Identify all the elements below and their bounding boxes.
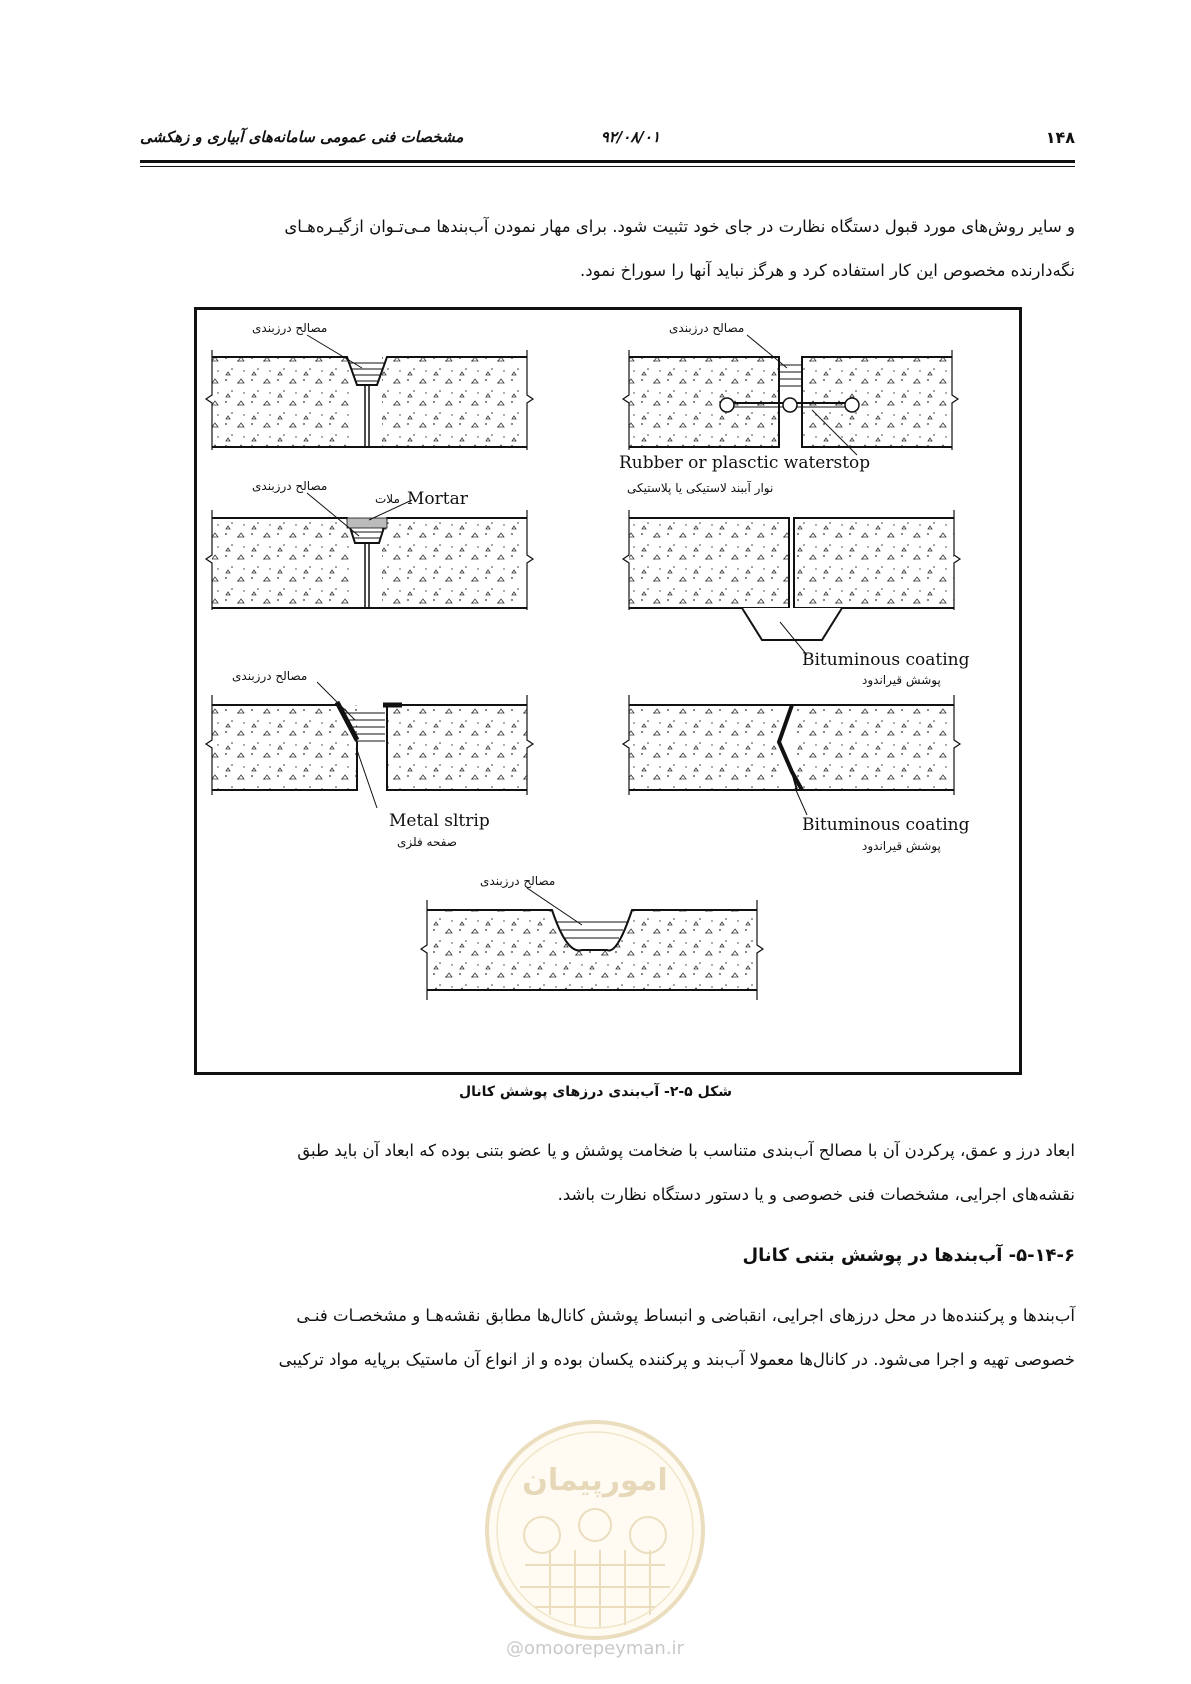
watermark-text: @omoorepeyman.ir (506, 1638, 684, 1659)
paragraph-line: خصوصی تهیه و اجرا می‌شود. در کانال‌ها معمولا آب‌بند و پرکننده یکسان بوده و از انواع آن ماستیک برپایه مواد ترکیبی (278, 1350, 1075, 1369)
label-waterstop-fa: نوار آببند لاستیکی یا پلاستیکی (627, 481, 774, 495)
panel-waterstop (619, 321, 958, 496)
panel-bituminous-step (623, 695, 970, 854)
label-waterstop-en: Rubber or plasctic waterstop (619, 453, 871, 473)
panel-metal-strip (206, 669, 533, 850)
label-bituminous-en: Bituminous coating (802, 815, 970, 835)
header-date: ۹۲/۰۸/۰۱ (600, 128, 660, 146)
label-bituminous-en: Bituminous coating (802, 650, 970, 670)
figure-drawing (197, 310, 1019, 1072)
paragraph-line: آب‌بندها و پرکننده‌ها در محل درزهای اجرایی، انقباضی و انبساط پوشش کانال‌ها مطابق نقشه‌هـا و مشخصـات فنـی (296, 1306, 1075, 1325)
figure-caption: شکل ۵-۲- آب‌بندی درزهای پوشش کانال (458, 1084, 732, 1100)
label-bituminous-fa: پوشش قیراندود (862, 839, 941, 853)
label-joint-material: مصالح درزبندی (232, 669, 308, 683)
watermark-logo (480, 1415, 710, 1645)
page-number: ۱۴۸ (1045, 128, 1075, 147)
running-header (140, 128, 1075, 150)
paragraph-waterstops (140, 1294, 1075, 1382)
header-rule-thick (140, 160, 1075, 163)
label-mortar-en: Mortar (407, 489, 468, 509)
joint-sealing-figure (194, 307, 1022, 1075)
paragraph-line: ابعاد درز و عمق، پرکردن آن با مصالح آب‌بندی متناسب با ضخامت پوشش و یا عضو بتنی بوده که ابعاد آن باید طبق (297, 1141, 1075, 1160)
header-title: مشخصات فنی عمومی سامانه‌های آبیاری و زهکشی (140, 128, 464, 146)
label-metal-en: Metal sltrip (389, 811, 490, 831)
paragraph-line: نقشه‌های اجرایی، مشخصات فنی خصوصی و یا دستور دستگاه نظارت باشد. (557, 1185, 1075, 1204)
panel-groove-crack (206, 321, 533, 450)
label-joint-material: مصالح درزبندی (252, 321, 328, 335)
header-rule-thin (140, 166, 1075, 167)
label-metal-fa: صفحه فلزی (397, 835, 457, 849)
paragraph-line: نگه‌دارنده مخصوص این کار استفاده کرد و هرگز نباید آنها را سوراخ نمود. (580, 261, 1075, 280)
section-heading: ۵-۱۴-۶- آب‌بندها در پوشش بتنی کانال (742, 1245, 1075, 1266)
paragraph-dimensions (140, 1129, 1075, 1217)
panel-bituminous-trough (623, 510, 970, 688)
paragraph-line: و سایر روش‌های مورد قبول دستگاه نظارت در جای خود تثبیت شود. برای مهار نمودن آب‌بندها مـی‌تـوان ازگیـره‌هـای (284, 217, 1075, 236)
label-mortar-fa: ملات (375, 492, 400, 506)
label-joint-material: مصالح درزبندی (669, 321, 745, 335)
label-bituminous-fa: پوشش قیراندود (862, 673, 941, 687)
panel-curved-groove (421, 874, 763, 1000)
label-joint-material: مصالح درزبندی (252, 479, 328, 493)
paragraph-intro (140, 205, 1075, 293)
watermark-logo-text: امورپیمان (522, 1463, 668, 1498)
panel-mortar (206, 479, 533, 610)
label-joint-material: مصالح درزبندی (480, 874, 556, 888)
